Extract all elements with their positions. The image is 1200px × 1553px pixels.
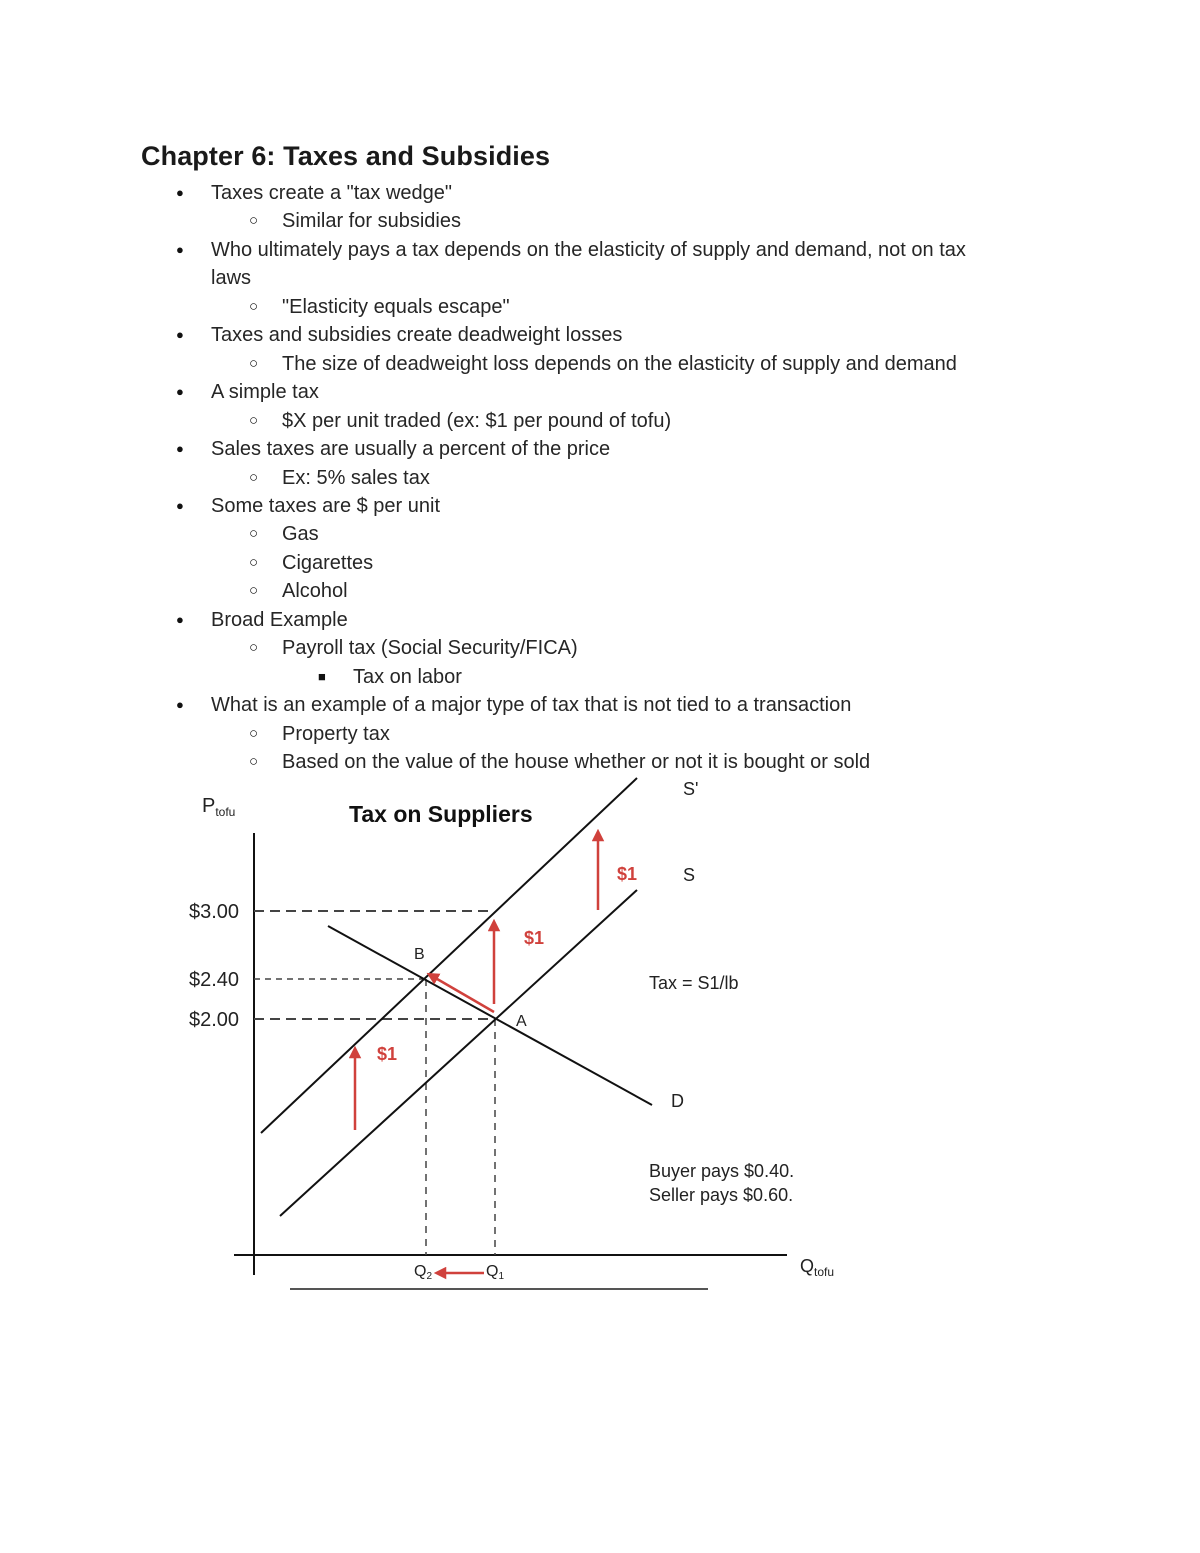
bullet-marker-level-2: ○ [249, 297, 259, 315]
price-tick-2-00: $2.00 [189, 1009, 240, 1031]
sub-bullet-item: Cigarettes [282, 551, 374, 574]
bullet-marker-level-1: ● [176, 241, 184, 257]
bullet-marker-level-2: ○ [249, 525, 259, 543]
series-label-s: S [683, 865, 696, 885]
sub-bullet-item: Based on the value of the house whether or not it is bought or sold [282, 751, 871, 773]
x-axis-label: $Q_{tofu}$ [800, 1256, 835, 1279]
bullet-item: Some taxes are $ per unit [211, 494, 441, 517]
supply-after-tax-curve [261, 778, 637, 1133]
shift-label-right: $1 [617, 864, 638, 884]
chart-title: Tax on Suppliers [349, 801, 533, 827]
bullet-marker-level-2: ○ [249, 724, 259, 742]
bullet-item: Taxes create a "tax wedge" [211, 182, 452, 204]
series-label-d: D [671, 1091, 684, 1111]
sub-bullet-item: Similar for subsidies [282, 210, 461, 233]
series-label-s-prime: S' [683, 779, 699, 799]
sub-bullet-item: "Elasticity equals escape" [282, 295, 510, 318]
demand-curve [328, 926, 652, 1105]
price-tick-3-00: $3.00 [189, 901, 240, 923]
page-title: Chapter 6: Taxes and Subsidies [141, 141, 551, 171]
bullet-marker-level-1: ● [176, 611, 184, 627]
y-axis-label: $P_{tofu}$ [202, 795, 236, 819]
sub-bullet-item: The size of deadweight loss depends on the elasticity of supply and demand [282, 352, 957, 375]
bullet-item: Sales taxes are usually a percent of the price [211, 438, 611, 461]
bullet-marker-level-1: ● [176, 441, 184, 457]
sub-bullet-item: $X per unit traded (ex: $1 per pound of tofu) [282, 409, 672, 432]
bullet-item: laws [211, 267, 252, 290]
tax-note: Tax = S1/lb [649, 973, 739, 993]
quantity-tick-q1: Q1 [486, 1263, 505, 1282]
bullet-item: Broad Example [211, 608, 348, 631]
bullet-marker-level-2: ○ [249, 212, 259, 230]
sub-bullet-item: Gas [282, 523, 319, 546]
shift-label-middle: $1 [524, 928, 545, 948]
sub-bullet-item: Ex: 5% sales tax [282, 466, 430, 489]
bullet-marker-level-3: ■ [318, 668, 326, 684]
seller-note: Seller pays $0.60. [649, 1185, 794, 1205]
bullet-marker-level-2: ○ [249, 354, 259, 372]
bullet-marker-level-1: ● [176, 497, 184, 513]
guide-lines [254, 911, 495, 1255]
sub-bullet-item: Alcohol [282, 580, 348, 603]
point-label-a: A [516, 1013, 527, 1030]
sub-bullet-item: Property tax [282, 722, 390, 745]
bullet-marker-level-1: ● [176, 697, 184, 713]
quantity-tick-q2: Q2 [414, 1263, 433, 1282]
bullet-item: A simple tax [211, 381, 319, 404]
price-move-arrow [432, 976, 494, 1012]
bullet-marker-level-1: ● [176, 384, 184, 400]
bullet-item: What is an example of a major type of tax that is not tied to a transaction [211, 694, 852, 717]
bullet-marker-level-2: ○ [249, 582, 259, 600]
bullet-marker-level-2: ○ [249, 411, 259, 429]
bullet-marker-level-2: ○ [249, 639, 259, 657]
bullet-marker-level-2: ○ [249, 553, 259, 571]
buyer-note: Buyer pays $0.40. [649, 1161, 795, 1181]
bullet-marker-level-1: ● [176, 327, 184, 343]
supply-curve [280, 890, 637, 1216]
bullet-marker-level-2: ○ [249, 468, 259, 486]
point-label-b: B [414, 946, 425, 963]
price-tick-2-40: $2.40 [189, 969, 240, 991]
bullet-item: Taxes and subsidies create deadweight losses [211, 324, 623, 347]
sub-sub-bullet-item: Tax on labor [353, 665, 462, 688]
bullet-marker-level-2: ○ [249, 753, 259, 770]
bullet-item: Who ultimately pays a tax depends on the elasticity of supply and demand, not on tax [211, 238, 966, 261]
sub-bullet-item: Payroll tax (Social Security/FICA) [282, 637, 578, 660]
bullet-marker-level-1: ● [176, 185, 184, 200]
shift-label-left: $1 [377, 1044, 398, 1064]
